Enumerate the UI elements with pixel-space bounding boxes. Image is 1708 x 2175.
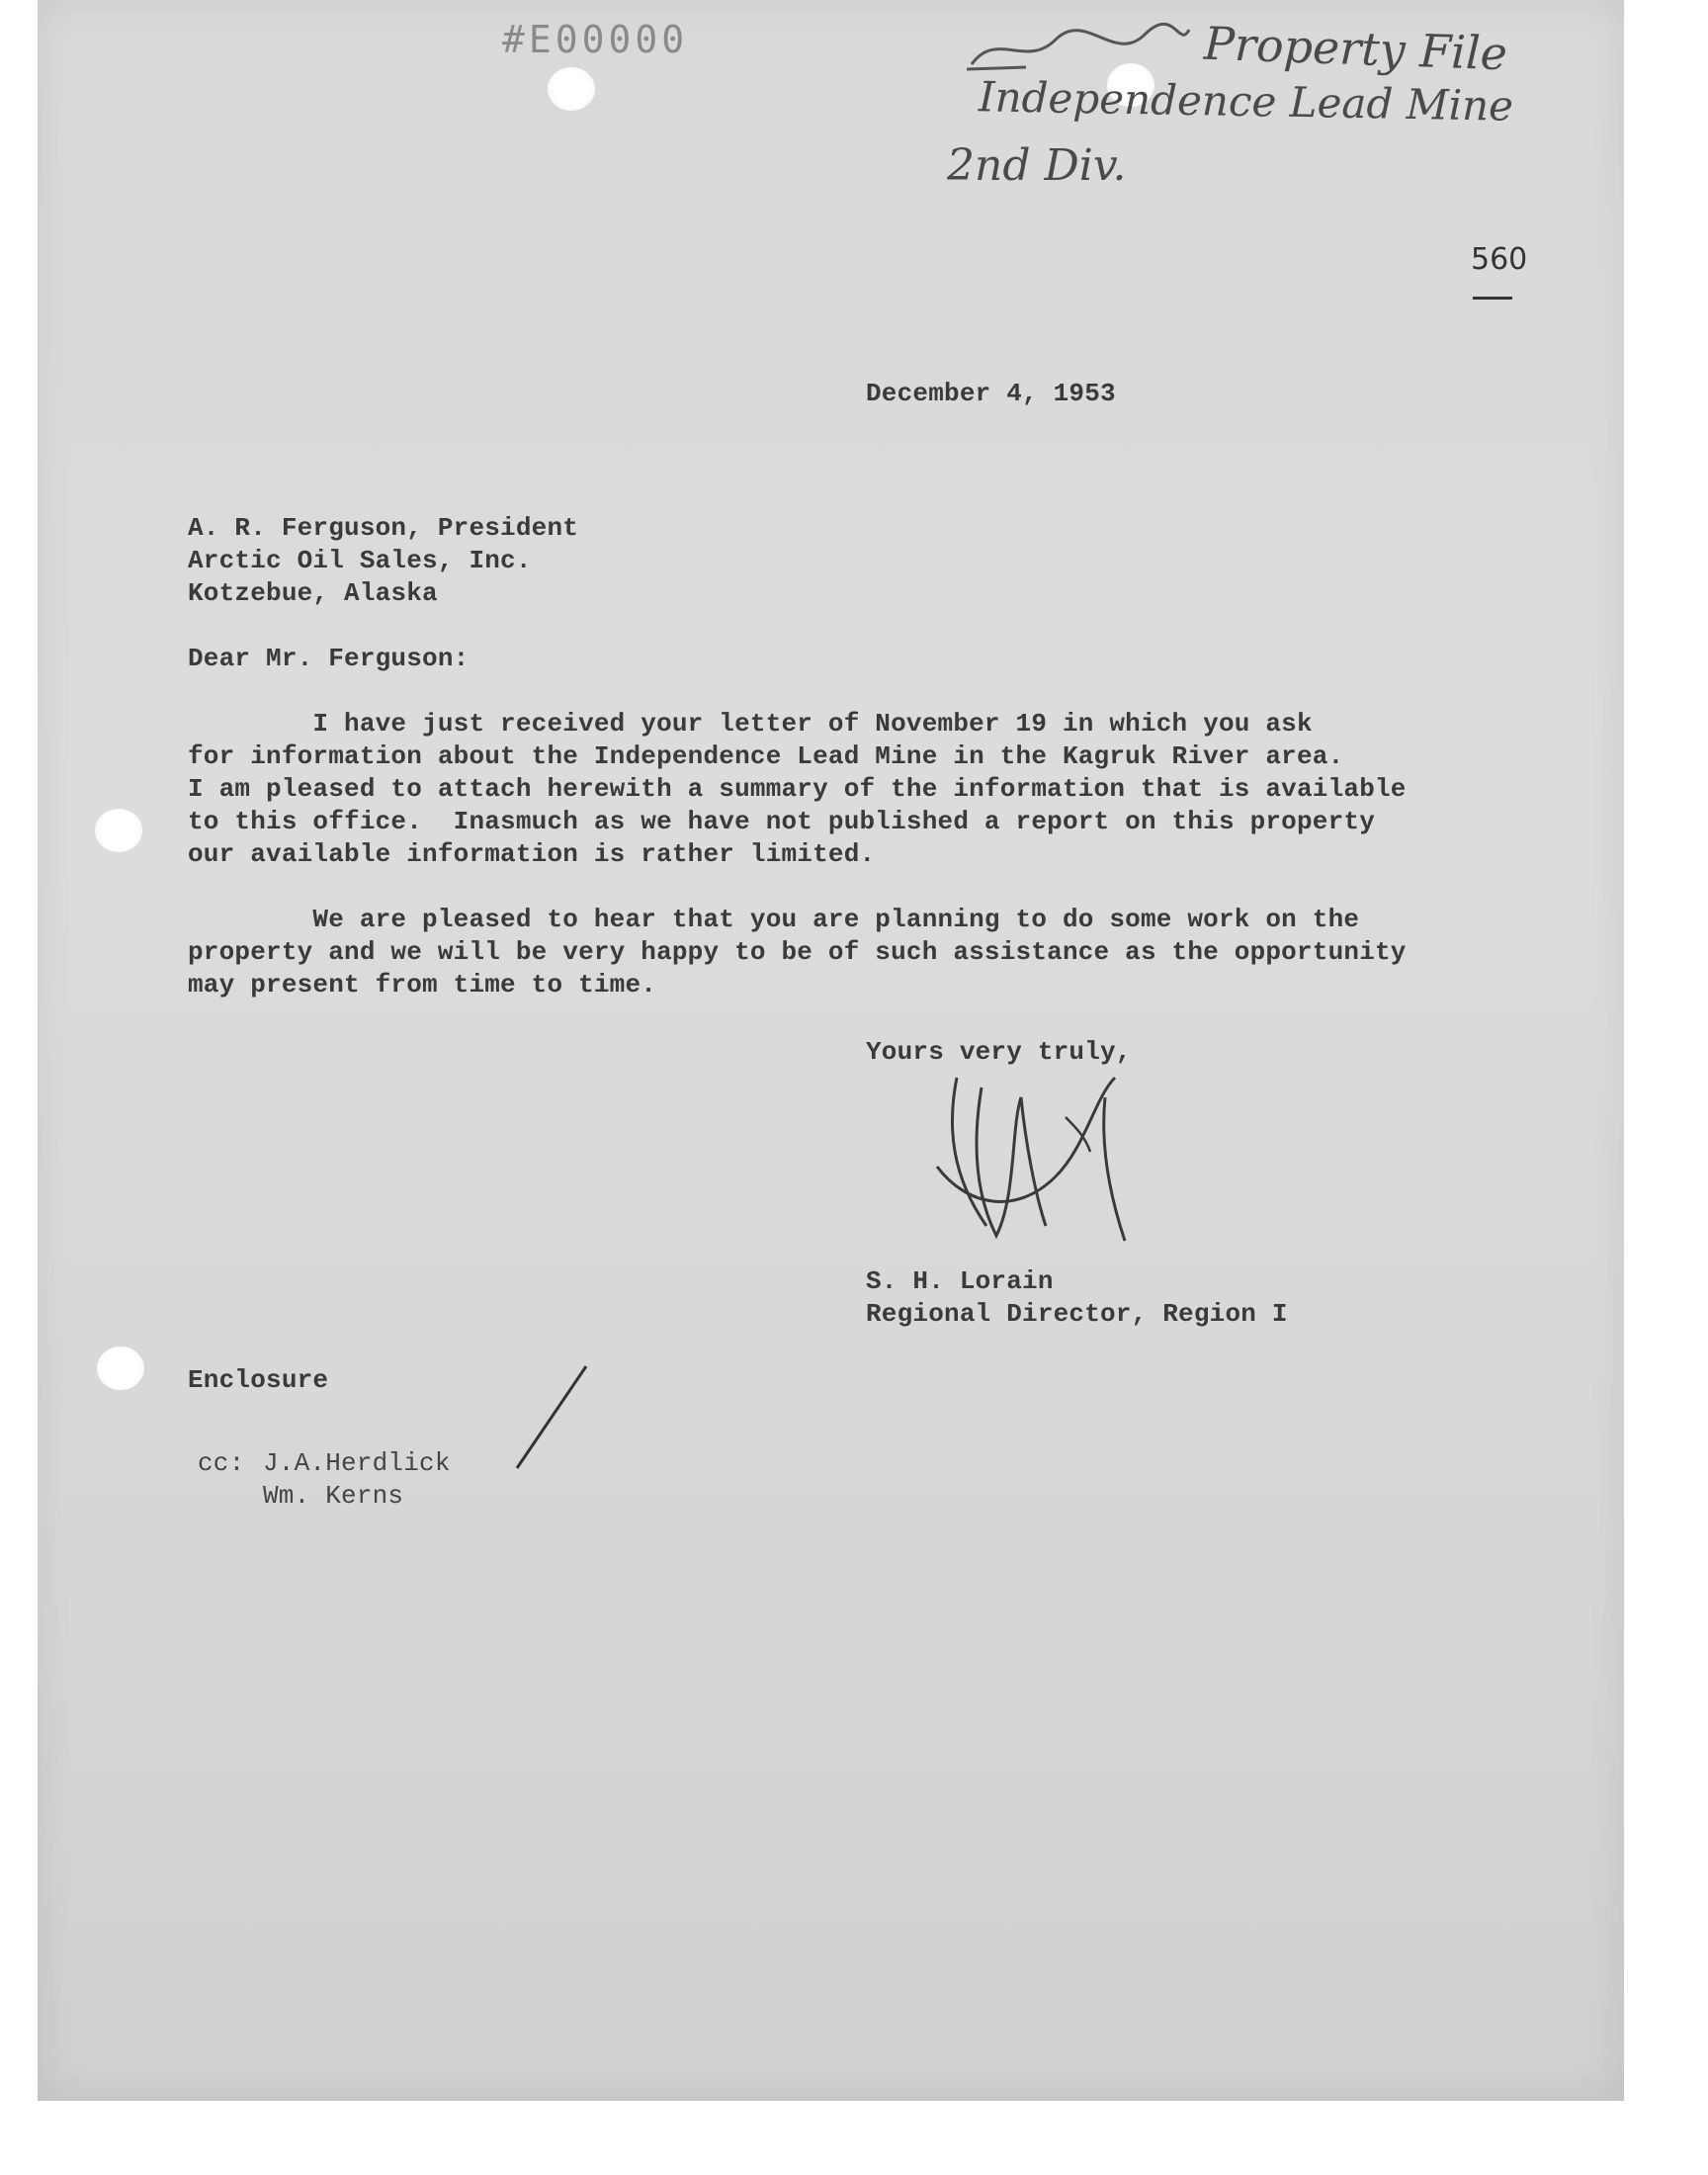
recipient-company: Arctic Oil Sales, Inc. bbox=[188, 546, 532, 575]
closing: Yours very truly, bbox=[866, 1037, 1132, 1067]
punch-hole-top-left bbox=[548, 67, 595, 111]
letter-date: December 4, 1953 bbox=[866, 379, 1116, 408]
annotation-line-3: 2nd Div. bbox=[947, 140, 1127, 191]
signature-icon bbox=[927, 1058, 1154, 1246]
paragraph-1-line: our available information is rather limited. bbox=[188, 839, 876, 869]
cc-recipient: Wm. Kerns bbox=[263, 1481, 404, 1511]
enclosure-note: Enclosure bbox=[188, 1365, 329, 1395]
archive-serial-stamp: #E00000 bbox=[502, 18, 689, 61]
annotation-line-2: Independence Lead Mine bbox=[978, 72, 1514, 130]
salutation: Dear Mr. Ferguson: bbox=[188, 644, 470, 673]
paragraph-2-line: property and we will be very happy to be of such assistance as the opportunity bbox=[188, 937, 1407, 967]
signer-name: S. H. Lorain bbox=[866, 1266, 1054, 1296]
paragraph-1-line: I am pleased to attach herewith a summary of the information that is available bbox=[188, 774, 1407, 804]
paragraph-1-line: I have just received your letter of November 19 in which you ask bbox=[188, 709, 1313, 739]
recipient-location: Kotzebue, Alaska bbox=[188, 578, 438, 608]
cc-label: cc: bbox=[198, 1448, 245, 1478]
page-number-underline bbox=[1473, 297, 1512, 300]
punch-hole-lower bbox=[97, 1347, 144, 1390]
cc-recipient: J.A.Herdlick bbox=[263, 1448, 451, 1478]
paragraph-2-line: We are pleased to hear that you are planning to do some work on the bbox=[188, 905, 1360, 934]
punch-hole-middle bbox=[95, 809, 142, 852]
paragraph-2-line: may present from time to time. bbox=[188, 970, 657, 1000]
paragraph-1-line: for information about the Independence Lead Mine in the Kagruk River area. bbox=[188, 741, 1344, 771]
paragraph-1-line: to this office. Inasmuch as we have not published a report on this property bbox=[188, 807, 1375, 836]
annotation-line-1: Property File bbox=[1203, 16, 1508, 81]
recipient-name-title: A. R. Ferguson, President bbox=[188, 513, 579, 543]
signer-title: Regional Director, Region I bbox=[866, 1299, 1288, 1329]
annotation-scribble-icon bbox=[967, 20, 1194, 79]
page-number: 560 bbox=[1471, 242, 1528, 277]
check-mark-icon bbox=[512, 1364, 591, 1473]
document-page bbox=[38, 0, 1624, 2101]
